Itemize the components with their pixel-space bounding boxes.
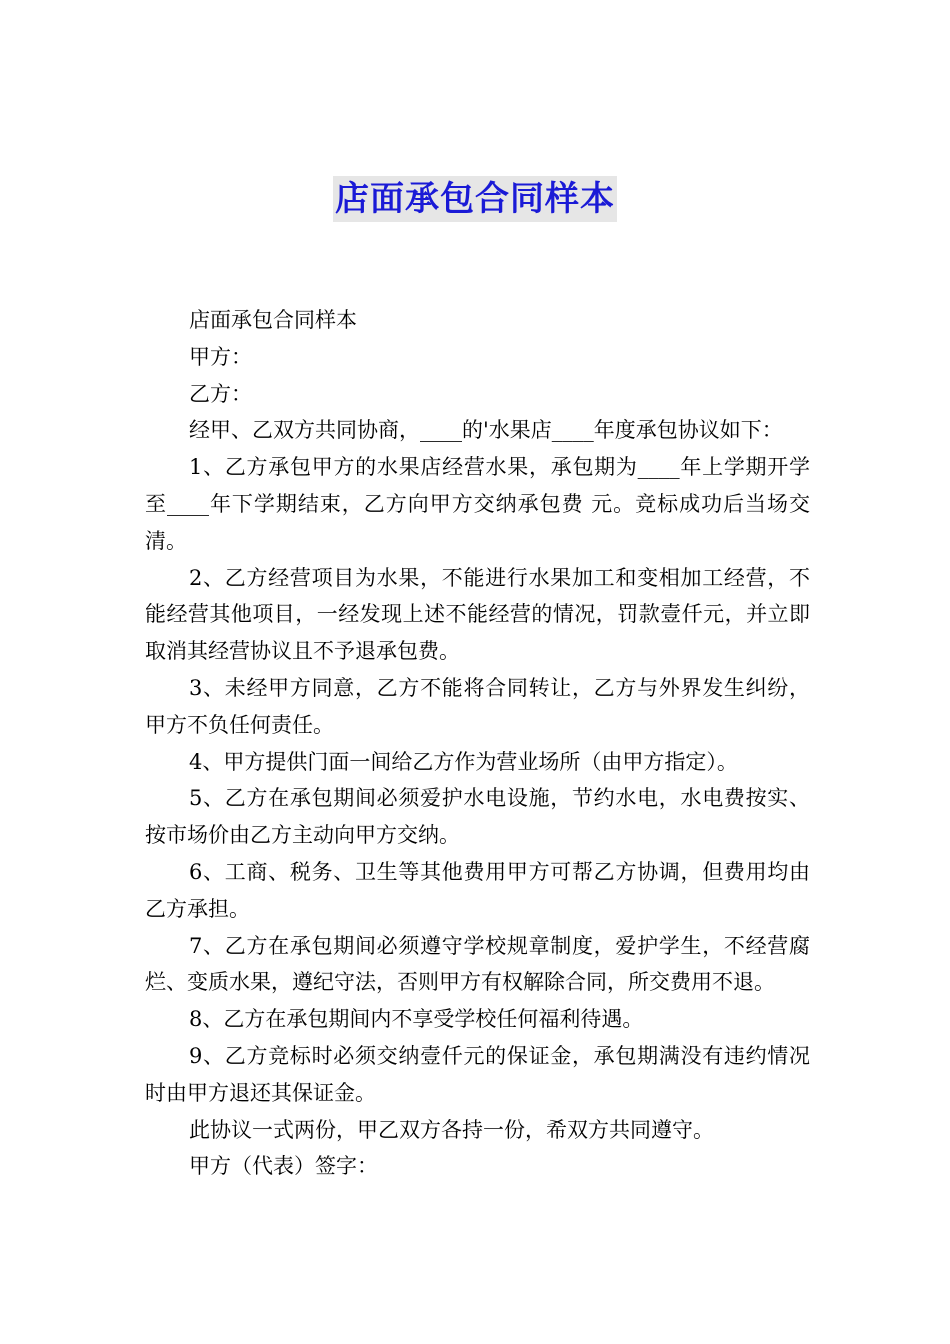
clause-5: 5、乙方在承包期间必须爱护水电设施，节约水电，水电费按实、按市场价由乙方主动向甲方交纳。 xyxy=(145,786,810,848)
clause-1: 1、乙方承包甲方的水果店经营水果，承包期为____年上学期开学至____年下学期结束，乙方向甲方交纳承包费 元。竞标成功后当场交清。 xyxy=(145,455,810,553)
clause-9: 9、乙方竞标时必须交纳壹仟元的保证金，承包期满没有违约情况时由甲方退还其保证金。 xyxy=(145,1043,810,1105)
paragraph-party-a: 甲方： xyxy=(189,344,252,369)
clause-8: 8、乙方在承包期间内不享受学校任何福利待遇。 xyxy=(189,1007,644,1032)
paragraph-copies: 此协议一式两份，甲乙双方各持一份，希双方共同遵守。 xyxy=(189,1117,714,1142)
paragraph-heading: 店面承包合同样本 xyxy=(189,308,357,332)
clause-3: 3、未经甲方同意，乙方不能将合同转让，乙方与外界发生纠纷，甲方不负任何责任。 xyxy=(145,675,810,737)
paragraph-preamble: 经甲、乙双方共同协商，____的'水果店____年度承包协议如下： xyxy=(189,418,783,443)
document-title: 店面承包合同样本 xyxy=(333,176,617,222)
paragraph-signature-a: 甲方（代表）签字： xyxy=(189,1154,378,1179)
clause-4: 4、甲方提供门面一间给乙方作为营业场所（由甲方指定）。 xyxy=(189,749,738,774)
clause-2: 2、乙方经营项目为水果，不能进行水果加工和变相加工经营，不能经营其他项目，一经发现上述不能经营的情况，罚款壹仟元，并立即取消其经营协议且不予退承包费。 xyxy=(145,565,810,664)
document-body xyxy=(145,302,810,1185)
paragraph-party-b: 乙方： xyxy=(189,381,252,406)
clause-6: 6、工商、税务、卫生等其他费用甲方可帮乙方协调，但费用均由乙方承担。 xyxy=(145,859,810,921)
clause-7: 7、乙方在承包期间必须遵守学校规章制度，爱护学生，不经营腐烂、变质水果，遵纪守法，否则甲方有权解除合同，所交费用不退。 xyxy=(145,933,810,995)
title-container xyxy=(0,176,950,222)
